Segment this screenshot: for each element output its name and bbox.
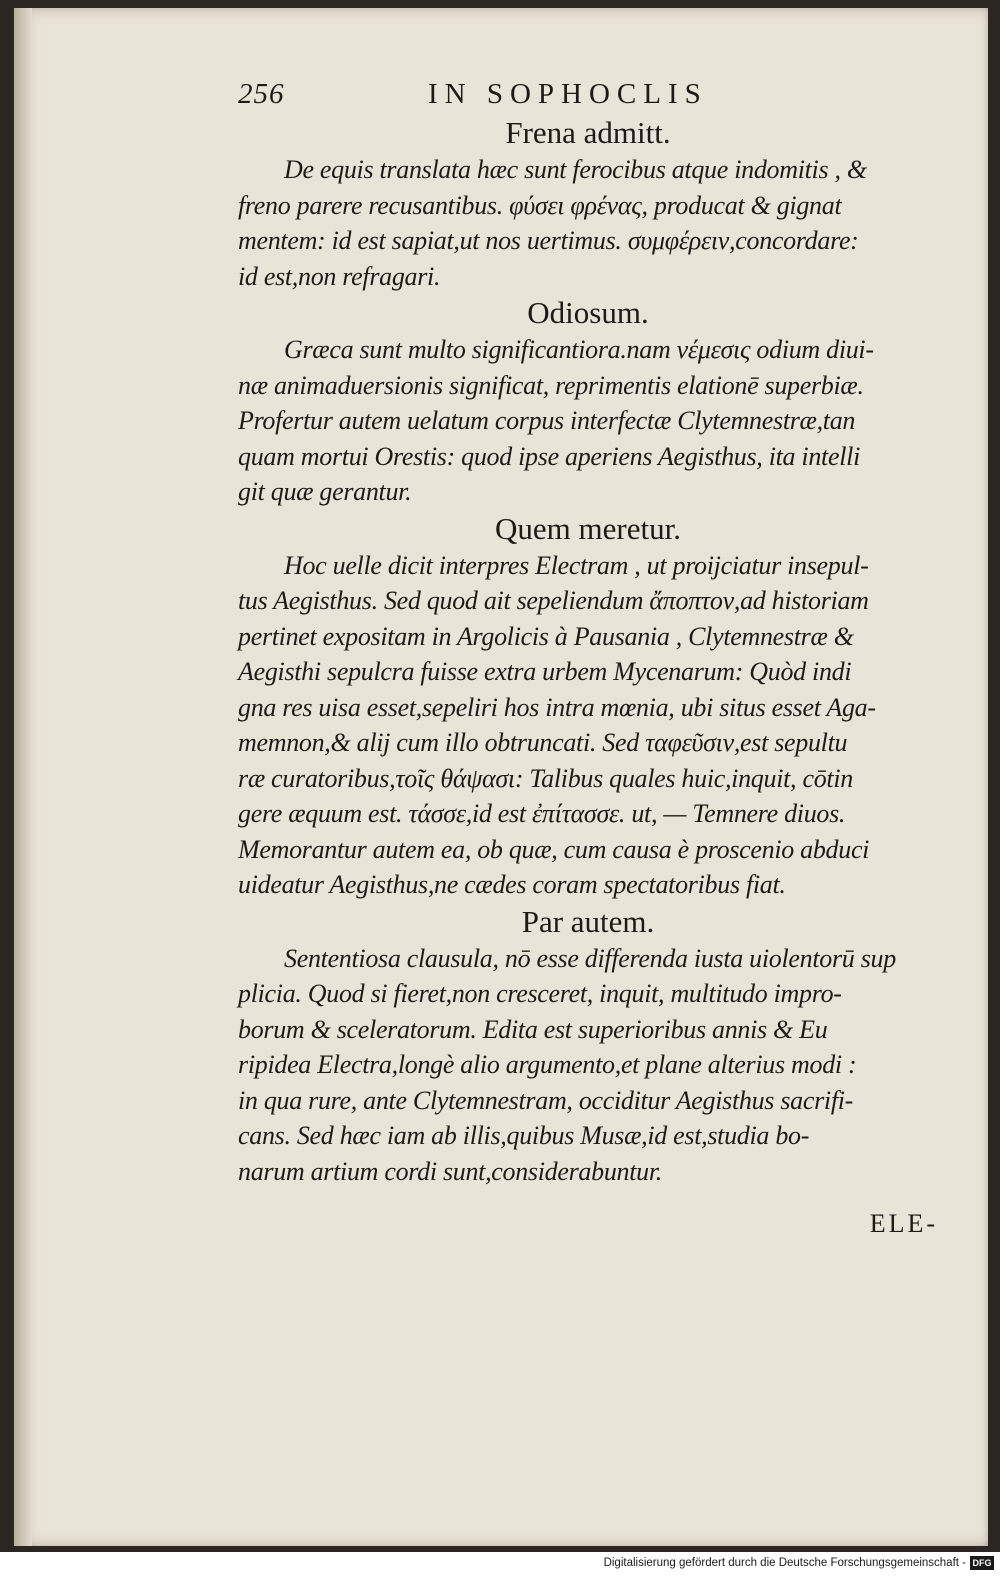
text-line: narum artium cordi sunt,considerabuntur. — [238, 1156, 662, 1186]
text-line: næ animaduersionis significat, reprimentis elationē superbiæ. — [238, 370, 864, 400]
text-line: quam mortui Orestis: quod ipse aperiens Aegisthus, ita intelli — [238, 441, 860, 471]
digitization-credit: Digitalisierung gefördert durch die Deutsche Forschungsgemeinschaft - — [603, 1557, 966, 1569]
commentary-sections — [238, 114, 938, 1189]
section-heading: Odiosum. — [527, 295, 649, 330]
text-line: tus Aegisthus. Sed quod ait sepeliendum ἄποπτον,ad historiam — [238, 586, 869, 615]
text-line: gere æquum est. τάσσε,id est ἐπίτασσε. ut, — Temnere diuos. — [238, 799, 846, 828]
section-heading: Quem meretur. — [495, 510, 681, 546]
text-line: freno parere recusantibus. φύσει φρένας, producat & gignat — [238, 190, 842, 220]
section — [238, 510, 938, 903]
text-line: memnon,& alij cum illo obtruncati. Sed ταφεῦσιν,est sepultu — [238, 728, 848, 757]
text-line: De equis translata hæc sunt ferocibus atque indomitis , & — [284, 155, 867, 184]
text-line: git quæ gerantur. — [238, 477, 412, 506]
running-head — [238, 78, 938, 114]
section — [238, 294, 938, 510]
text-line: uideatur Aegisthus,ne cædes coram spectatoribus fiat. — [238, 870, 786, 899]
section-heading: Par autem. — [521, 903, 655, 939]
section — [238, 903, 938, 1190]
section-heading: Frena admitt. — [505, 115, 671, 150]
page-content — [238, 78, 938, 1239]
text-line: Hoc uelle dicit interpres Electram , ut proijciatur insepul- — [284, 550, 869, 580]
page-number: 256 — [238, 78, 285, 110]
text-line: Græca sunt multo significantiora.nam νέμεσις odium diui- — [284, 335, 874, 364]
text-line: pertinet expositam in Argolicis à Pausania , Clytemnestræ & — [238, 621, 854, 651]
section — [238, 114, 938, 294]
text-line: id est,non refragari. — [238, 261, 441, 291]
text-line: ræ curatoribus,τοῖς θάψασι: Talibus quales huic,inquit, cōtin — [238, 763, 853, 793]
text-line: mentem: id est sapiat,ut nos uertimus. συμφέρειν,concordare: — [238, 226, 859, 255]
text-line: plicia. Quod si fieret,non cresceret, inquit, multitudo impro- — [238, 979, 842, 1008]
text-line: Memorantur autem ea, ob quæ, cum causa è proscenio abduci — [238, 834, 870, 864]
text-line: cans. Sed hæc iam ab illis,quibus Musæ,id est,studia bo- — [238, 1121, 810, 1150]
text-line: gna res uisa esset,sepeliri hos intra mœnia, ubi situs esset Aga- — [238, 692, 876, 722]
dfg-logo: DFG — [970, 1556, 994, 1570]
running-title: IN SOPHOCLIS — [428, 78, 708, 110]
page-gutter-shadow — [14, 8, 32, 1546]
text-line: Aegisthi sepulcra fuisse extra urbem Mycenarum: Quòd indi — [238, 657, 852, 686]
text-line: Profertur autem uelatum corpus interfectæ Clytemnestræ,tan — [238, 406, 856, 435]
text-line: borum & sceleratorum. Edita est superioribus annis & Eu — [238, 1014, 828, 1044]
catchword: ELE- — [869, 1209, 938, 1238]
text-line: ripidea Electra,longè alio argumento,et plane alterius modi : — [238, 1050, 857, 1079]
text-line: in qua rure, ante Clytemnestram, occiditur Aegisthus sacrifi- — [238, 1085, 854, 1115]
text-line: Sententiosa clausula, nō esse differenda iusta uiolentorū sup — [284, 943, 896, 973]
